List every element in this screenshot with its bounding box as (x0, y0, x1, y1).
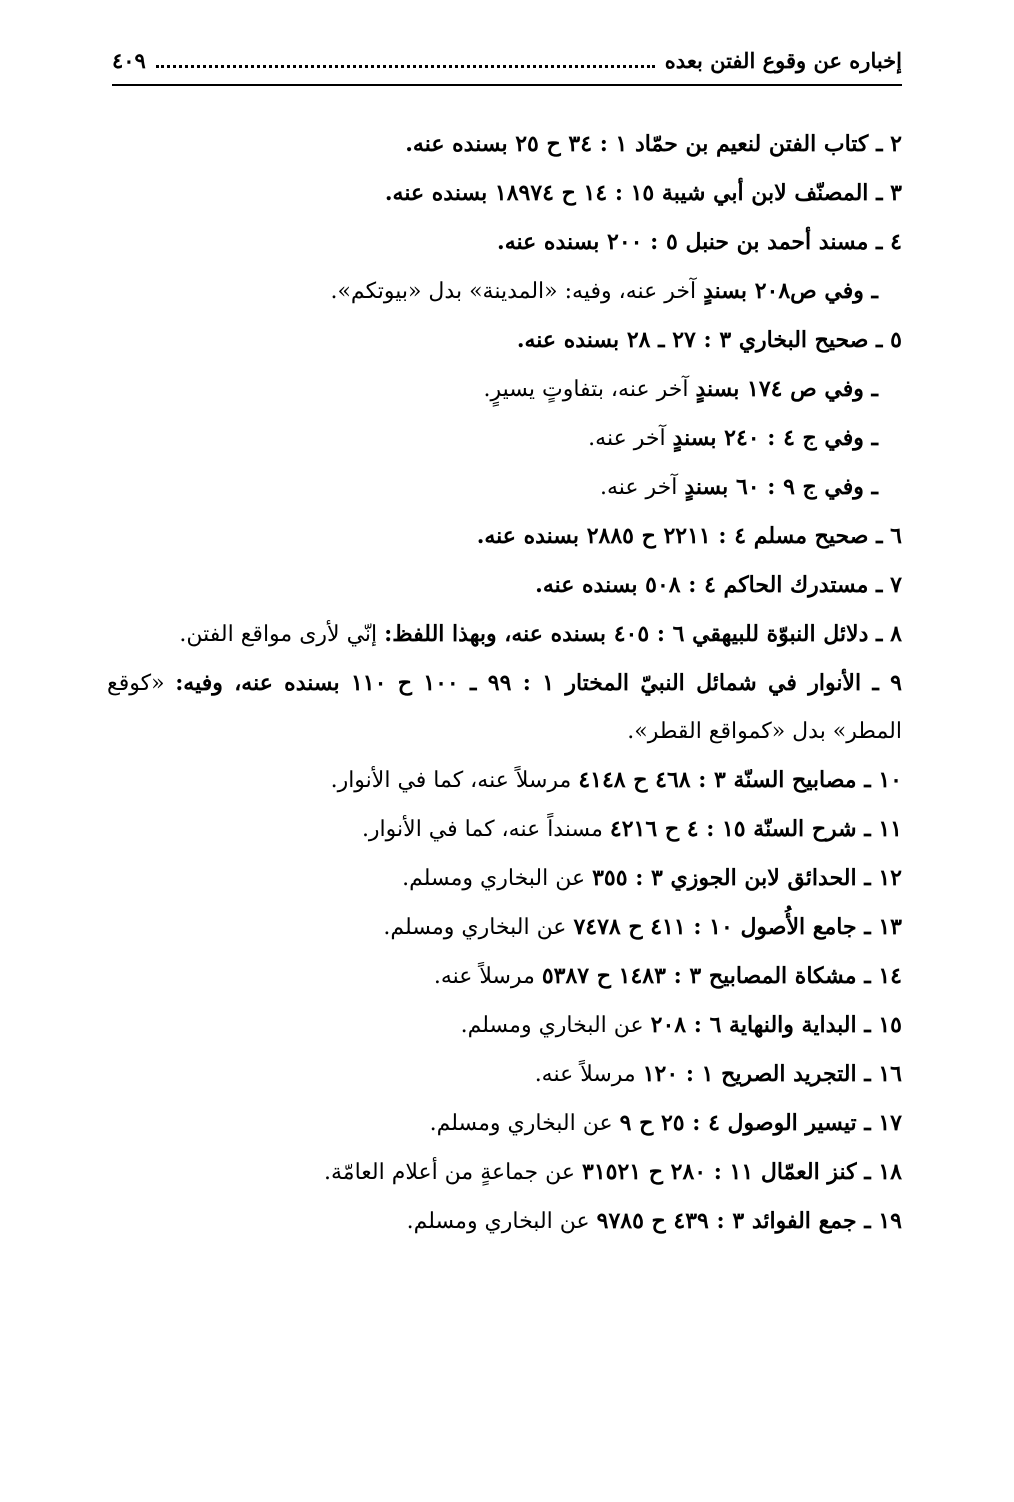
entry-note: عن البخاري ومسلم. (402, 866, 593, 891)
entry-note: عن البخاري ومسلم. (429, 1111, 620, 1136)
entry-citation: ١٠ ـ مصابيح السنّة ٣ : ٤٦٨ ح ٤١٤٨ (578, 767, 902, 793)
entry-note: إنّي لأرى مواقع الفتن. (179, 622, 385, 647)
reference-entry (107, 1001, 902, 1050)
entry-citation: ٣ ـ المصنّف لابن أبي شيبة ١٥ : ١٤ ح ١٨٩٧٤ بسنده عنه. (384, 180, 902, 206)
entry-citation: ـ وفي ص ١٧٤ بسندٍ (695, 376, 878, 402)
entry-note: مرسلاً عنه، كما في الأنوار. (330, 768, 579, 793)
reference-entry (107, 756, 902, 805)
reference-entry (107, 1050, 902, 1099)
reference-sub-entry (107, 365, 902, 414)
reference-entry (107, 120, 902, 169)
entry-citation: ٢ ـ كتاب الفتن لنعيم بن حمّاد ١ : ٣٤ ح ٢٥ بسنده عنه. (405, 131, 902, 157)
reference-entry (107, 854, 902, 903)
reference-entry (107, 1148, 902, 1197)
entry-citation: ٦ ـ صحيح مسلم ٤ : ٢٢١١ ح ٢٨٨٥ بسنده عنه. (476, 523, 902, 549)
page-number: ٤٠٩ (112, 47, 146, 73)
reference-entry (107, 659, 902, 756)
entry-citation: ١٣ ـ جامع الأُصول ١٠ : ٤١١ ح ٧٤٧٨ (573, 914, 902, 940)
entry-citation: ـ وفي ج ٤ : ٢٤٠ بسندٍ (672, 425, 878, 451)
entry-note: «كوقع المطر» بدل «كمواقع القطر». (107, 671, 902, 744)
entry-note: عن البخاري ومسلم. (460, 1013, 651, 1038)
entry-citation: ١٩ ـ جمع الفوائد ٣ : ٤٣٩ ح ٩٧٨٥ (596, 1208, 902, 1234)
entry-note: مرسلاً عنه. (433, 964, 542, 989)
reference-entry (107, 805, 902, 854)
entry-note: عن البخاري ومسلم. (406, 1209, 597, 1234)
header-rule (112, 84, 902, 86)
reference-sub-entry (107, 414, 902, 463)
running-header (112, 40, 902, 80)
reference-sub-entry (107, 463, 902, 512)
reference-entry (107, 561, 902, 610)
entry-note: عن البخاري ومسلم. (383, 915, 574, 940)
header-title: إخباره عن وقوع الفتن بعده (664, 47, 902, 73)
entry-note: عن جماعةٍ من أعلام العامّة. (324, 1160, 583, 1185)
entry-note: آخر عنه، بتفاوتٍ يسيرٍ. (483, 377, 696, 402)
header-leader-dots (156, 65, 655, 68)
entry-citation: ١٦ ـ التجريد الصريح ١ : ١٢٠ (642, 1061, 902, 1087)
entry-note: آخر عنه. (588, 426, 673, 451)
entry-citation: ٨ ـ دلائل النبوّة للبيهقي ٦ : ٤٠٥ بسنده عنه، وبهذا اللفظ: (384, 621, 902, 647)
reference-entry (107, 610, 902, 659)
entry-citation: ١٧ ـ تيسير الوصول ٤ : ٢٥ ح ٩ (619, 1110, 902, 1136)
entry-citation: ١٨ ـ كنز العمّال ١١ : ٢٨٠ ح ٣١٥٢١ (582, 1159, 902, 1185)
entry-citation: ـ وفي ج ٩ : ٦٠ بسندٍ (684, 474, 878, 500)
entry-citation: ـ وفي ص٢٠٨ بسندٍ (703, 278, 878, 304)
entry-citation: ١٤ ـ مشكاة المصابيح ٣ : ١٤٨٣ ح ٥٣٨٧ (541, 963, 902, 989)
reference-entry (107, 952, 902, 1001)
reference-entry (107, 903, 902, 952)
entry-citation: ١١ ـ شرح السنّة ١٥ : ٤ ح ٤٢١٦ (609, 816, 902, 842)
entry-citation: ٥ ـ صحيح البخاري ٣ : ٢٧ ـ ٢٨ بسنده عنه. (516, 327, 902, 353)
entry-note: آخر عنه. (599, 475, 685, 500)
entry-citation: ٧ ـ مستدرك الحاكم ٤ : ٥٠٨ بسنده عنه. (535, 572, 902, 598)
reference-entry (107, 1099, 902, 1148)
entry-note: مرسلاً عنه. (534, 1062, 643, 1087)
reference-entry (107, 512, 902, 561)
entry-citation: ٤ ـ مسند أحمد بن حنبل ٥ : ٢٠٠ بسنده عنه. (497, 229, 902, 255)
entry-citation: ١٥ ـ البداية والنهاية ٦ : ٢٠٨ (650, 1012, 902, 1038)
reference-entry (107, 218, 902, 267)
entry-note: آخر عنه، وفيه: «المدينة» بدل «بيوتكم». (330, 279, 704, 304)
reference-entry (107, 316, 902, 365)
reference-entry (107, 1197, 902, 1246)
entry-note: مسنداً عنه، كما في الأنوار. (361, 817, 610, 842)
reference-entry (107, 169, 902, 218)
reference-sub-entry (107, 267, 902, 316)
reference-list (107, 120, 902, 1246)
entry-citation: ١٢ ـ الحدائق لابن الجوزي ٣ : ٣٥٥ (592, 865, 902, 891)
entry-citation: ٩ ـ الأنوار في شمائل النبيّ المختار ١ : ٩٩ ـ ١٠٠ ح ١١٠ بسنده عنه، وفيه: (175, 670, 902, 696)
